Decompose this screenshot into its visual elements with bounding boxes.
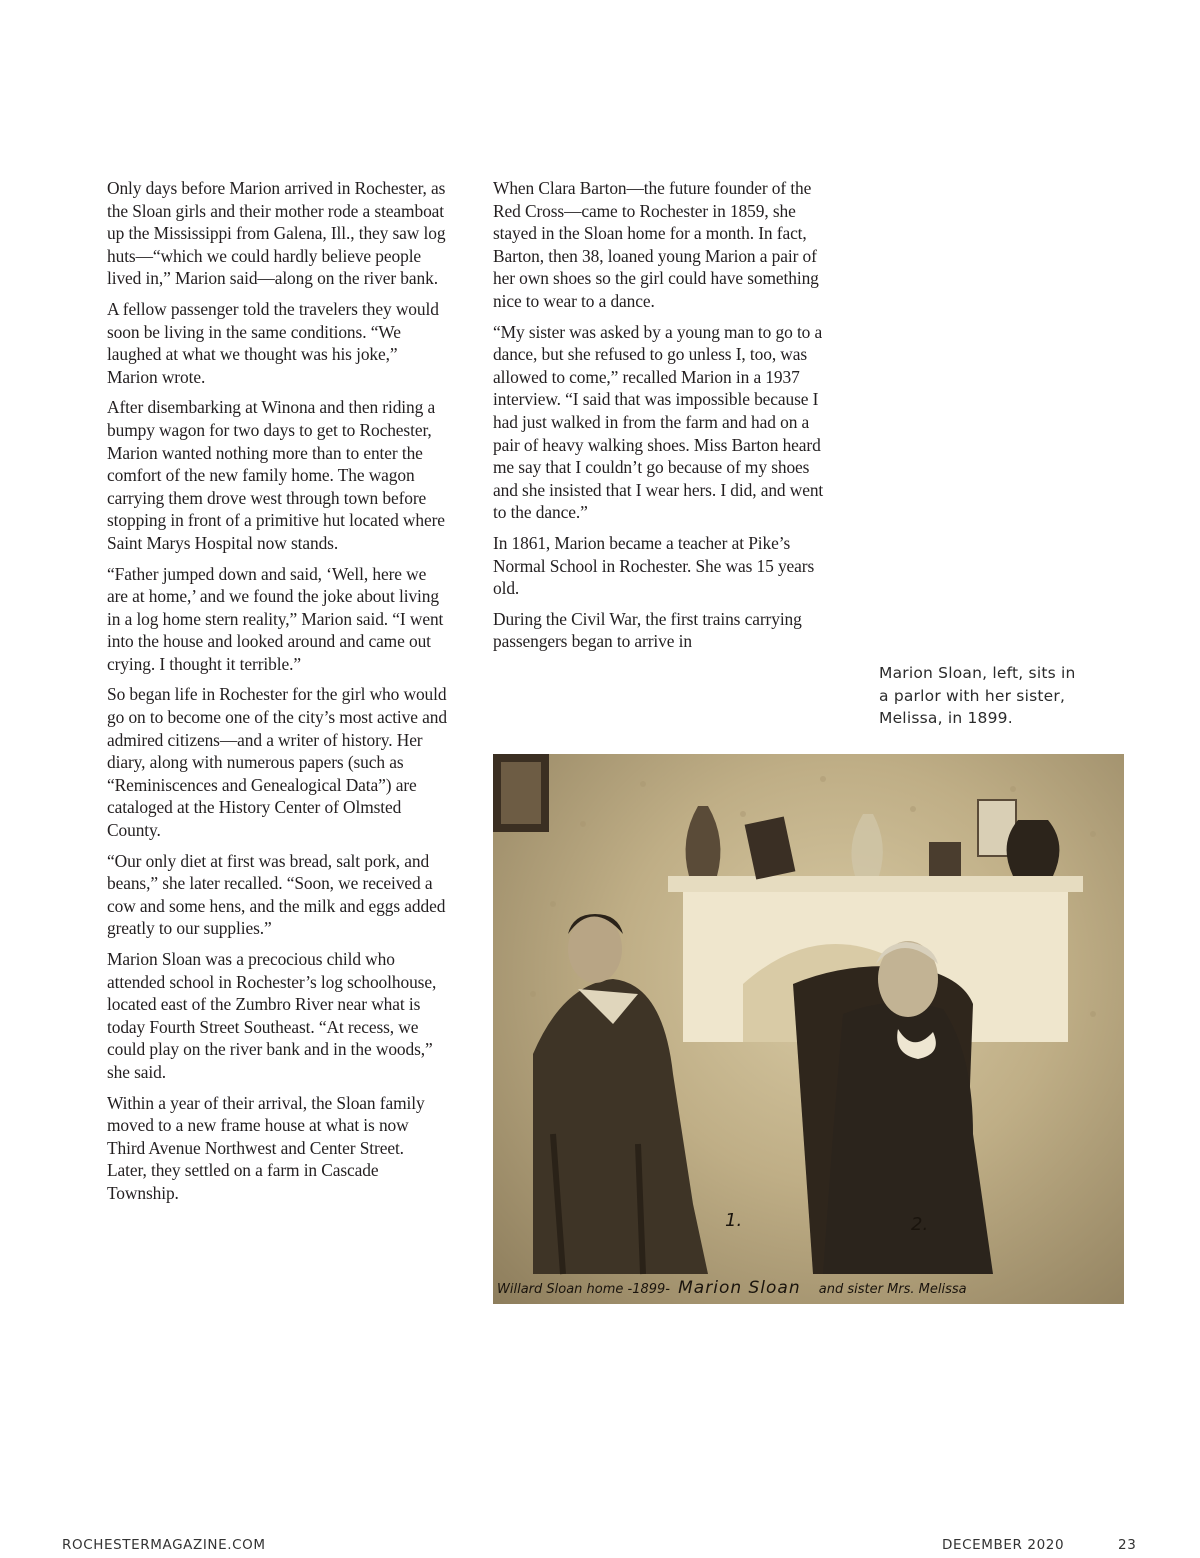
paragraph: When Clara Barton—the future founder of the Red Cross—came to Rochester in 1859, she stayed in the Sloan home for a month. In fact, Barton, then 38, loaned young Marion a pair of her own shoes so the girl could have something nice to wear to a dance.	[493, 178, 819, 311]
photo-mark-one: 1.	[725, 1210, 743, 1231]
photo-caption: Marion Sloan, left, sits in a parlor with her sister, Melissa, in 1899.	[879, 664, 1076, 727]
mantel-shelf	[668, 876, 1083, 892]
small-frame	[929, 842, 961, 876]
page-number: 23	[1118, 1537, 1137, 1553]
wall-frame-inner	[501, 762, 541, 824]
glass-vase	[851, 814, 882, 876]
paragraph: After disembarking at Winona and then riding a bumpy wagon for two days to get to Rochester, Marion wanted nothing more than to enter the comfort of the new family home. The wagon carrying them drove west through town before stopping in front of a primitive hut located where Saint Marys Hospital now stands.	[107, 397, 445, 553]
inscription-left: Willard Sloan home -1899-	[497, 1282, 670, 1297]
paragraph: “Father jumped down and said, ‘Well, here we are at home,’ and we found the joke about living in a log home stern reality,” Marion said. “I went into the house and looked around and came out crying. I thought it terrible.”	[107, 563, 444, 674]
article-column-left	[107, 177, 447, 1213]
paragraph: Marion Sloan was a precocious child who attended school in Rochester’s log schoolhouse, located east of the Zumbro River near what is today Fourth Street Southeast. “At recess, we could play on the river bank and in the woods,” she said.	[107, 949, 437, 1082]
paragraph: In 1861, Marion became a teacher at Pike’s Normal School in Rochester. She was 15 years old.	[493, 532, 815, 599]
framed-portrait	[745, 816, 796, 879]
urn	[1007, 820, 1060, 876]
historical-photo	[493, 754, 1124, 1304]
woman-left-face	[568, 915, 622, 983]
paragraph: “Our only diet at first was bread, salt pork, and beans,” she later recalled. “Soon, we received a cow and some hens, and the milk and eggs added greatly to our supplies.”	[107, 850, 446, 939]
photo-illustration	[493, 754, 1124, 1304]
paragraph: A fellow passenger told the travelers they would soon be living in the same conditions. “We laughed at what we thought was his joke,” Marion wrote.	[107, 298, 439, 387]
photo-mark-two: 2.	[911, 1214, 929, 1235]
vase	[686, 806, 721, 876]
inscription-name: Marion Sloan	[678, 1278, 801, 1298]
inscription-right: and sister Mrs. Melissa	[818, 1282, 967, 1297]
paragraph: Within a year of their arrival, the Sloan family moved to a new frame house at what is now Third Avenue Northwest and Center Street. Later, they settled on a farm in Cascade Township.	[107, 1092, 425, 1203]
paragraph: Only days before Marion arrived in Rochester, as the Sloan girls and their mother rode a steamboat up the Mississippi from Galena, Ill., they saw log huts—“which we could hardly believe people lived in,” Marion said—along on the river bank.	[107, 178, 446, 289]
footer-website: ROCHESTERMAGAZINE.COM	[62, 1537, 266, 1553]
paragraph: “My sister was asked by a young man to go to a dance, but she refused to go unless I, too, was allowed to come,” recalled Marion in a 1937 interview. “I said that was impossible because I had just walked in from the farm and had on a pair of heavy walking shoes. Miss Barton heard me say that I couldn’t go because of my shoes and she insisted that I wear hers. I did, and went to the dance.”	[493, 321, 824, 523]
photo-inscription	[497, 1278, 967, 1298]
paragraph: During the Civil War, the first trains carrying passengers began to arrive in	[493, 608, 802, 652]
article-column-middle	[493, 177, 833, 661]
paragraph: So began life in Rochester for the girl who would go on to become one of the city’s most active and admired citizens—and a writer of history. Her diary, along with numerous papers (such as “Reminiscences and Genealogical Data”) are cataloged at the History Center of Olmsted County.	[107, 684, 447, 841]
footer-issue-date: DECEMBER 2020	[942, 1537, 1065, 1553]
